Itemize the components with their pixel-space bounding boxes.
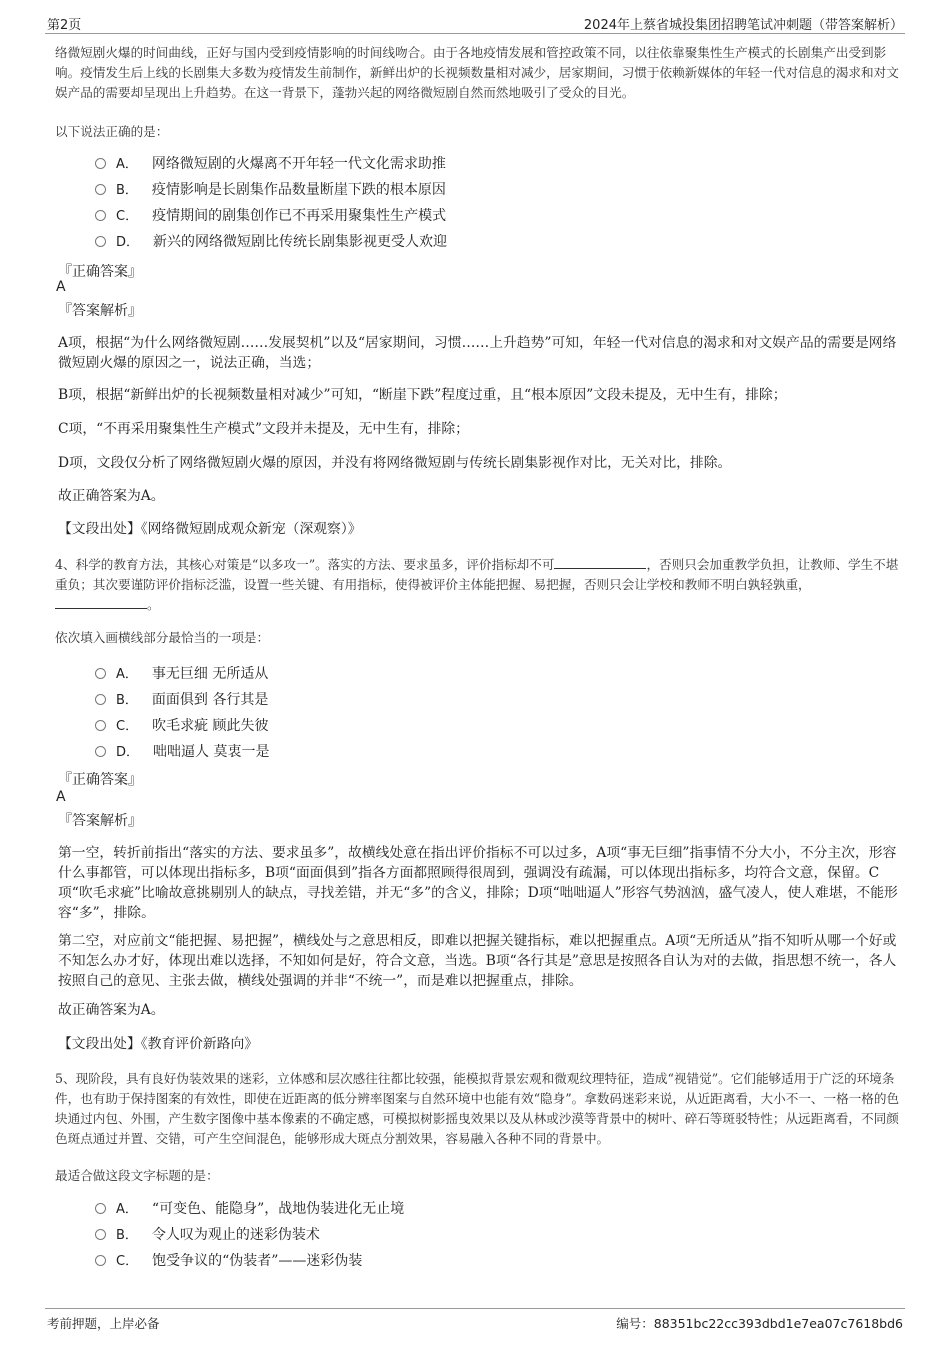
q3-option-b[interactable]: B． 疫情影响是长剧集作品数量断崖下跌的根本原因: [95, 179, 446, 201]
q5-option-b[interactable]: B． 令人叹为观止的迷彩伪装术: [95, 1224, 320, 1246]
q3-source: 【文段出处】《网络微短剧成观众新宠（深观察）》: [58, 521, 362, 537]
q3-option-c[interactable]: C． 疫情期间的剧集创作已不再采用聚集性生产模式: [95, 205, 446, 227]
radio-icon[interactable]: [95, 236, 106, 247]
q4-analysis-label: 『答案解析』: [58, 813, 142, 829]
q4-option-b[interactable]: B． 面面俱到 各行其是: [95, 689, 268, 711]
page-footer: [0, 1308, 950, 1338]
q3-prompt: 以下说法正确的是：: [55, 124, 169, 139]
document-title: 2024年上蔡省城投集团招聘笔试冲刺题（带答案解析）: [583, 18, 903, 33]
q3-option-d[interactable]: D． 新兴的网络微短剧比传统长剧集影视更受人欢迎: [95, 231, 447, 253]
q4-option-c[interactable]: C． 吹毛求疵 顾此失彼: [95, 715, 269, 737]
q3-analysis-label: 『答案解析』: [58, 303, 142, 319]
q3-option-a[interactable]: A． 网络微短剧的火爆离不开年轻一代文化需求助推: [95, 153, 446, 175]
footer-divider: [45, 1308, 905, 1309]
radio-icon[interactable]: [95, 1255, 106, 1266]
q5-option-a[interactable]: A． “可变色、能隐身”，战地伪装进化无止境: [95, 1198, 404, 1220]
q4-answer-label: 『正确答案』: [58, 772, 142, 788]
q4-answer: A: [56, 789, 66, 805]
q4-conclusion: 故正确答案为A。: [58, 1002, 165, 1018]
q3-conclusion: 故正确答案为A。: [58, 488, 165, 504]
q3-answer-label: 『正确答案』: [58, 264, 142, 280]
page-number: 第2页: [47, 18, 82, 33]
q3-analysis-c: C项，“不再采用聚集性生产模式”文段并未提及，无中生有，排除；: [58, 421, 469, 437]
q5-prompt: 最适合做这段文字标题的是：: [55, 1168, 219, 1183]
q3-analysis-d: D项，文段仅分析了网络微短剧火爆的原因，并没有将网络微短剧与传统长剧集影视作对比，无关对比，排除。: [58, 455, 732, 471]
q5-stem: 5、现阶段，具有良好伪装效果的迷彩，立体感和层次感往往都比较强，能模拟背景宏观和微观纹理特征，造成“视错觉”。它们能够适用于广泛的环境条件，也有助于保持图案的有效性，即使在近距离的低分辨率图案与自然环境中也能有效“隐身”。拿数码迷彩来说，从近距离看，大小不一、一格一格的色块通过内包、外围，产生数字图像中基本像素的不确定感，可模拟树影摇曳效果以及从林或沙漠等背景中的树叶、碎石等斑驳特性；从远距离看，不同颜色斑点通过并置、交错，可产生空间混色，能够形成大斑点分割效果，容易融入各种不同的背景中。: [55, 1071, 900, 1146]
q3-passage: 络微短剧火爆的时间曲线，正好与国内受到疫情影响的时间线吻合。由于各地疫情发展和管控政策不同，以往依靠聚集性生产模式的长剧集产出受到影响。疫情发生后上线的长剧集大多数为疫情发生前制作，新鲜出炉的长视频数量相对减少，居家期间，习惯于依赖新媒体的年轻一代对信息的渴求和对文娱产品的需要却呈现出上升趋势。在这一背景下，蓬勃兴起的网络微短剧自然而然地吸引了受众的目光。: [55, 45, 899, 100]
radio-icon[interactable]: [95, 746, 106, 757]
radio-icon[interactable]: [95, 158, 106, 169]
page-header: [0, 0, 950, 34]
q3-analysis-a: A项，根据“为什么网络微短剧……发展契机”以及“居家期间，习惯……上升趋势”可知，年轻一代对信息的渴求和对文娱产品的需要是网络微短剧火爆的原因之一，说法正确，当选；: [58, 335, 897, 371]
q4-prompt: 依次填入画横线部分最恰当的一项是：: [55, 630, 270, 645]
q5-option-c[interactable]: C． 饱受争议的“伪装者”——迷彩伪装: [95, 1250, 362, 1272]
document-code: 编号：88351bc22cc393dbd1e7ea07c7618bd6: [616, 1316, 903, 1331]
q4-option-a[interactable]: A． 事无巨细 无所适从: [95, 663, 268, 685]
radio-icon[interactable]: [95, 694, 106, 705]
q4-option-d[interactable]: D． 咄咄逼人 莫衷一是: [95, 741, 269, 763]
footer-slogan: 考前押题，上岸必备: [47, 1316, 160, 1331]
q3-analysis-b: B项，根据“新鲜出炉的长视频数量相对减少”可知，“断崖下跌”程度过重，且“根本原因”文段未提及，无中生有，排除；: [58, 387, 787, 403]
q4-analysis-blank1: 第一空，转折前指出“落实的方法、要求虽多”，故横线处意在指出评价指标不可以过多，A项“事无巨细”指事情不分大小，不分主次，形容什么事都管，可以体现出指标多，B项“面面俱到”指各方面都照顾得很周到，强调没有疏漏，可以体现出指标多，均符合文意，保留。C项“吹毛求疵”比喻故意挑剔别人的缺点，寻找差错，并无“多”的含义，排除；D项“咄咄逼人”形容气势汹汹，盛气凌人，使人难堪，不能形容“多”，排除。: [58, 845, 898, 921]
radio-icon[interactable]: [95, 1203, 106, 1214]
q3-answer: A: [56, 279, 66, 295]
radio-icon[interactable]: [95, 1229, 106, 1240]
q4-stem: 4、科学的教育方法，其核心对策是“以多攻一”。落实的方法、要求虽多，评价指标却不可 ，否则只会加重教学负担，让教师、学生不堪重负；其次要谨防评价指标泛滥，设置一些关键、有用指标，使得被评价主体能把握、易把握，否则只会让学校和教师不明白孰轻孰重，。: [55, 557, 899, 612]
radio-icon[interactable]: [95, 668, 106, 679]
radio-icon[interactable]: [95, 720, 106, 731]
q4-source: 【文段出处】《教育评价新路向》: [58, 1036, 259, 1052]
radio-icon[interactable]: [95, 184, 106, 195]
radio-icon[interactable]: [95, 210, 106, 221]
fill-blank-1: [554, 556, 646, 569]
fill-blank-2: [55, 596, 147, 609]
q4-analysis-blank2: 第二空，对应前文“能把握、易把握”，横线处与之意思相反，即难以把握关键指标，难以把握重点。A项“无所适从”指不知听从哪一个好或不知怎么办才好，体现出难以选择，不知如何是好，符合文意，当选。B项“各行其是”意思是按照各自认为对的去做，指思想不统一，各人按照自己的意见、主张去做，横线处强调的并非“不统一”，而是难以把握重点，排除。: [58, 933, 897, 989]
header-divider: [45, 33, 905, 34]
